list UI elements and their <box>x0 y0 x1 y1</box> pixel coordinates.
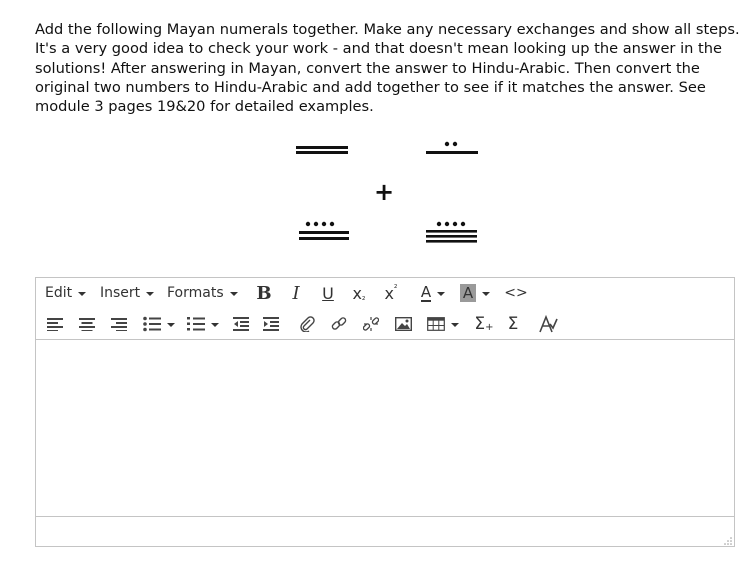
indent-icon <box>263 317 279 331</box>
background-color-button[interactable] <box>457 282 493 304</box>
mayan-bar <box>426 230 477 233</box>
menu-insert[interactable] <box>100 285 154 301</box>
menu-edit[interactable] <box>45 285 86 301</box>
rich-content-editor <box>35 277 735 547</box>
mayan-bar <box>299 231 349 234</box>
mayan-dot <box>437 222 441 226</box>
underline-button[interactable]: U <box>322 283 334 303</box>
image-icon <box>395 317 412 331</box>
table-icon <box>427 317 445 331</box>
numeral-1-upper-digit <box>296 146 348 154</box>
mayan-bar <box>426 151 478 154</box>
image-button[interactable] <box>392 313 414 335</box>
font-color-label: A <box>420 282 432 301</box>
table-button[interactable] <box>426 313 460 335</box>
bold-button[interactable]: B <box>256 282 272 304</box>
menu-edit-label: Edit <box>45 285 73 301</box>
chevron-down-icon <box>437 292 445 296</box>
align-left-icon <box>47 317 63 331</box>
menu-formats-label: Formats <box>167 285 224 301</box>
equation-plus-marker: + <box>485 321 494 333</box>
subscript-marker: ₂ <box>361 292 366 303</box>
question-text: Add the following Mayan numerals together. Make any necessary exchanges and show all steps. It's a very good idea to check your work - and that doesn't mean looking up the answer in the solutions! After answering in Mayan, convert the answer to Hindu-Arabic. Then convert the original two numbers to Hindu-Arabic and add together to see if it matches the answer. See module 3 pages 19&20 for detailed examples. <box>35 21 740 116</box>
align-center-button[interactable] <box>76 313 98 335</box>
insert-equation-button[interactable] <box>472 313 496 335</box>
mayan-numerals-figure <box>0 0 751 260</box>
accessibility-checker-button[interactable] <box>536 313 560 335</box>
chevron-down-icon <box>167 323 175 327</box>
indent-button[interactable] <box>260 313 282 335</box>
mayan-dot <box>306 222 310 226</box>
background-color-label: A <box>460 284 476 302</box>
unlink-button[interactable] <box>360 313 382 335</box>
mayan-bar <box>299 237 349 240</box>
superscript-marker: ² <box>393 283 398 294</box>
plus-sign: + <box>373 178 395 206</box>
mayan-dot <box>453 142 457 146</box>
outdent-icon <box>233 317 249 331</box>
menu-insert-label: Insert <box>100 285 141 301</box>
link-icon <box>331 316 347 332</box>
attachment-button[interactable] <box>296 313 318 335</box>
mayan-dot <box>445 222 449 226</box>
chevron-down-icon <box>230 292 238 296</box>
bullet-list-button[interactable] <box>142 313 176 335</box>
chevron-down-icon <box>78 292 86 296</box>
editor-menubar <box>36 278 734 308</box>
chevron-down-icon <box>451 323 459 327</box>
numeral-2-lower-digit <box>426 222 477 243</box>
unlink-icon <box>363 316 379 332</box>
numeral-2-upper-digit <box>426 142 478 154</box>
align-right-icon <box>111 317 127 331</box>
mayan-bar <box>296 151 348 154</box>
editor-statusbar <box>36 516 734 547</box>
editor-content-area[interactable] <box>36 339 734 517</box>
bullet-list-icon <box>143 316 161 332</box>
mayan-bar <box>296 146 348 149</box>
chevron-down-icon <box>482 292 490 296</box>
superscript-button[interactable] <box>380 282 402 304</box>
link-button[interactable] <box>328 313 350 335</box>
mayan-bar <box>426 240 477 243</box>
outdent-button[interactable] <box>230 313 252 335</box>
subscript-label: x <box>352 283 362 303</box>
paperclip-icon <box>299 316 315 332</box>
font-color-button[interactable] <box>416 282 450 304</box>
chevron-down-icon <box>211 323 219 327</box>
mayan-dot <box>322 222 326 226</box>
superscript-label: x <box>384 283 394 303</box>
italic-button[interactable]: I <box>292 282 300 304</box>
accessibility-icon <box>538 315 558 333</box>
html-editor-button[interactable]: <> <box>504 285 528 301</box>
numbered-list-icon <box>187 316 205 332</box>
mayan-dot <box>314 222 318 226</box>
equation-sigma-label: Σ <box>474 314 486 334</box>
menu-formats[interactable] <box>167 285 238 301</box>
subscript-button[interactable] <box>348 282 370 304</box>
chevron-down-icon <box>146 292 154 296</box>
numbered-list-button[interactable] <box>186 313 220 335</box>
mayan-dot <box>461 222 465 226</box>
mayan-dot <box>445 142 449 146</box>
equation-button[interactable]: Σ <box>507 314 519 334</box>
resize-handle-icon[interactable] <box>722 535 732 545</box>
mayan-bar <box>426 235 477 238</box>
mayan-dot <box>453 222 457 226</box>
numeral-1-lower-digit <box>299 222 349 240</box>
align-left-button[interactable] <box>44 313 66 335</box>
align-center-icon <box>79 317 95 331</box>
align-right-button[interactable] <box>108 313 130 335</box>
mayan-dot <box>330 222 334 226</box>
